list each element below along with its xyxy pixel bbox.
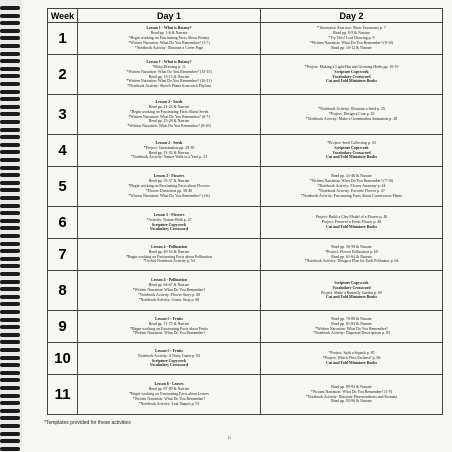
activity-line: Read pp. 41-46 & Narrate (331, 174, 372, 179)
table-row (48, 95, 443, 135)
spiral-coil (0, 333, 20, 337)
spiral-binding (0, 0, 22, 452)
spiral-coil (0, 67, 20, 71)
activity-line: Read pp. 81-83 & Narrate (331, 321, 372, 326)
activity-line: *Notebook Activity: Comic Strip p. 68 (138, 297, 200, 302)
spiral-coil (0, 386, 20, 390)
spiral-coil (0, 310, 20, 314)
activity-line: *Notebook Activity: Flower Story p. 68 (137, 292, 201, 297)
spiral-coil (0, 295, 20, 299)
day-2-cell (261, 271, 443, 311)
header-day-2: Day 2 (261, 9, 443, 23)
activity-line: *Project: Making a Light-Hut and Growing Herbs pp. 16-19 (304, 64, 399, 69)
activity-line: *Moss Drawing p. 11 (152, 64, 186, 69)
spiral-coil (0, 371, 20, 375)
week-number: 7 (48, 239, 78, 271)
spiral-coil (0, 356, 20, 360)
spiral-coil (0, 401, 20, 405)
week-number: 9 (48, 311, 78, 343)
activity-line: Vocabulary Crossword (332, 74, 371, 79)
spiral-coil (0, 188, 20, 192)
schedule-header-row (48, 9, 443, 23)
activity-line: *Notebook Activity: Favorite Flower p. 47 (318, 188, 385, 193)
spiral-coil (0, 120, 20, 124)
spiral-coil (0, 29, 20, 33)
activity-line: Cut and Fold Miniature Books (326, 295, 377, 300)
activity-line: *Written Narration: What Do You Remember? (8-10) (127, 124, 211, 129)
spiral-coil (0, 257, 20, 261)
day-2-cell (261, 207, 443, 239)
activity-line: Vocabulary Crossword (332, 285, 371, 290)
spiral-coil (0, 90, 20, 94)
table-row (48, 23, 443, 55)
activity-line: *Begin working on Fascinating Facts about Fruits (130, 326, 208, 331)
spiral-coil (0, 280, 20, 284)
activity-line: Read pp. 56-59 & Narrate (331, 244, 372, 249)
activity-line: *Begin working on Fascinating Facts about Leaves (129, 392, 209, 397)
spiral-coil (0, 272, 20, 276)
activity-line: Project: Build a Clay Model of a Flower p. 48 (315, 215, 388, 220)
activity-line: Read pp. 64-67 & Narrate (148, 283, 190, 288)
day-1-cell (78, 135, 261, 167)
activity-line: Read pp. 61-64 & Narrate (331, 254, 372, 259)
spiral-coil (0, 226, 20, 230)
activity-line: Vocabulary Crossword (149, 363, 189, 368)
activity-line: *Written Narration: What Do You Remember? (132, 288, 206, 293)
day-1-cell (78, 375, 261, 415)
activity-line: *Begin working on Fascinating Facts About Seeds (129, 109, 209, 114)
activity-line: *Project: Split a Squash p. 85 (328, 351, 375, 356)
spiral-coil (0, 166, 20, 170)
activity-line: Read pp. 71-75 & Narrate (148, 321, 190, 326)
activity-line: Cut and Fold Miniature Books (326, 155, 377, 160)
spiral-coil (0, 424, 20, 428)
day-2-cell (261, 135, 443, 167)
activity-line: *Notebook Activity: Make a Germination Animation p. 28 (305, 116, 398, 121)
activity-line: Read pp. 92-96 & Narrate (331, 399, 372, 404)
spiral-coil (0, 36, 20, 40)
activity-line: Lesson 5 - Fruits (155, 348, 183, 353)
table-row (48, 343, 443, 375)
week-number: 1 (48, 23, 78, 55)
spiral-coil (0, 21, 20, 25)
activity-line: *Notebook Activity: Fascinating Facts About Carnivorous Plants (300, 193, 403, 198)
activity-line: *Written Narration: What Do You Remember? (7-10) (309, 179, 394, 184)
table-row (48, 207, 443, 239)
spiral-coil (0, 59, 20, 63)
spiral-coil (0, 97, 20, 101)
activity-line: Vocabulary Crossword (149, 227, 189, 232)
schedule-table (47, 8, 443, 415)
activity-line: Lesson 1 - What is Botany? (146, 26, 192, 31)
day-2-cell (261, 311, 443, 343)
activity-line: Project: Preserve a Fresh Flower p. 48 (321, 220, 382, 225)
spiral-coil (0, 219, 20, 223)
activity-line: *Notebook Activity: Flower Anatomy p. 44 (317, 184, 386, 189)
spiral-coil (0, 52, 20, 56)
activity-line: *Written Narration: What Do You Remember? (8-10) (309, 40, 394, 45)
activity-line: *Notebook Activity: Sketch Plants from each Phylum (127, 84, 211, 89)
day-2-cell (261, 343, 443, 375)
activity-line: *Project: Design a Coat p. 26 (328, 112, 375, 117)
activity-line: Read pp. 13-15 & Narrate (148, 74, 190, 79)
week-number: 6 (48, 207, 78, 239)
activity-line: Lesson 6 - Leaves (154, 382, 184, 387)
day-2-cell (261, 239, 443, 271)
spiral-coil (0, 264, 20, 268)
table-row (48, 239, 443, 271)
activity-line: Read pp. 1-6 & Narrate (150, 31, 188, 36)
activity-line: Notebook Activity: A Nutty Game p. 83 (137, 353, 201, 358)
table-row (48, 311, 443, 343)
activity-line: *Project: Flower Pollination p. 60 (325, 249, 378, 254)
activity-line: Project: Make a Butterfly Garden p. 69 (321, 290, 382, 295)
spiral-coil (0, 416, 20, 420)
spiral-coil (0, 242, 20, 246)
activity-line: *Written Narration: What Do You Remember? (1-7) (128, 40, 210, 45)
spiral-coil (0, 6, 20, 10)
spiral-coil (0, 158, 20, 162)
day-1-cell (78, 207, 261, 239)
activity-line: Lesson 2 - Seeds (155, 99, 183, 104)
activity-line: *Written Narration: What Do You Remember? (6-7) (128, 114, 210, 119)
week-number: 8 (48, 271, 78, 311)
activity-line: Scripture Copywork (151, 222, 187, 227)
day-1-cell (78, 167, 261, 207)
activity-line: Cut and Fold Miniature Books (326, 79, 377, 84)
activity-line: Read pp. 87-89 & Narrate (148, 387, 190, 392)
activity-line: *Written Narration: What Do You Remember? (132, 331, 206, 336)
spiral-coil (0, 234, 20, 238)
activity-line: Lesson 4 - Pollination (151, 244, 187, 249)
day-1-cell (78, 23, 261, 55)
activity-line: *Begin working on Fascinating Facts about Flowers (128, 184, 210, 189)
activity-line: *Activity: Nature Walk p. 47 (146, 217, 192, 222)
activity-line: *Notebook Activity: Illustrate a Seed p. 25 (318, 107, 385, 112)
week-number: 11 (48, 375, 78, 415)
activity-line: *Written Narration: What Do You Remember? (132, 396, 206, 401)
activity-line: *Written Narration: What Do You Remember? (16-21) (126, 79, 212, 84)
table-row (48, 135, 443, 167)
spiral-coil (0, 44, 20, 48)
activity-line: *Try This! Leaf Drawing p. 9 (328, 36, 375, 41)
activity-line: Vocabulary Crossword (332, 150, 371, 155)
day-1-cell (78, 311, 261, 343)
activity-line: *Written Narration: What Do You Remember? (315, 326, 388, 331)
spiral-coil (0, 173, 20, 177)
activity-line: Read pp. 8-9 & Narrate (333, 31, 370, 36)
spiral-coil (0, 432, 20, 436)
activity-line: Lesson 1 - What is Botany? (146, 59, 192, 64)
activity-line: *Begin working on Fascinating Facts about Pollination (126, 254, 212, 259)
activity-line: Lesson 3 - Flowers (153, 212, 185, 217)
activity-line: *Taxonomic Exercise: Show Taxonomy p. 7 (317, 26, 386, 31)
spiral-coil (0, 112, 20, 116)
activity-line: Read pp. 10-12 & Narrate (331, 45, 372, 50)
spiral-coil (0, 447, 20, 451)
activity-line: *Written Narration: What Do You Remember? (1-6) (128, 193, 210, 198)
spiral-coil (0, 363, 20, 367)
activity-line: *Project: Seed Collecting p. 33 (327, 140, 376, 145)
spiral-coil (0, 302, 20, 306)
spiral-coil (0, 439, 20, 443)
spiral-coil (0, 348, 20, 352)
day-1-cell (78, 271, 261, 311)
activity-line: Read pp. 25-28 & Narrate (148, 119, 190, 124)
day-2-cell (261, 167, 443, 207)
table-row (48, 375, 443, 415)
page-number: ii (228, 436, 231, 441)
activity-line: Lesson 2 - Seeds (155, 140, 183, 145)
day-2-cell (261, 375, 443, 415)
day-1-cell (78, 343, 261, 375)
activity-line: *Notebook Activity: Design a Plan for Each Pollinator p. 64 (304, 259, 399, 264)
spiral-coil (0, 105, 20, 109)
table-row (48, 167, 443, 207)
activity-line: Cut and Fold Miniature Books (326, 224, 377, 229)
spiral-coil (0, 82, 20, 86)
activity-line: Read pp. 89-92 & Narrate (331, 384, 372, 389)
activity-line: *Notebook Activity: Dispersal Descriptions p. 83 (313, 331, 390, 336)
week-number: 4 (48, 135, 78, 167)
table-row (48, 55, 443, 95)
activity-line: *Flower Dissection pp. 38-40 (145, 188, 193, 193)
activity-line: Scripture Copywork (334, 280, 369, 285)
day-2-cell (261, 95, 443, 135)
spiral-coil (0, 74, 20, 78)
day-1-cell (78, 95, 261, 135)
activity-line: *Begin working on Fascinating Facts About Botany (128, 36, 210, 41)
spiral-coil (0, 318, 20, 322)
spiral-coil (0, 325, 20, 329)
activity-line: *Notebook Activity: Nature Walk in a Yard p. 33 (130, 155, 208, 160)
day-1-cell (78, 239, 261, 271)
spiral-coil (0, 409, 20, 413)
activity-line: *Notebook Activity: Illustrate a Cover Page (134, 45, 204, 50)
activity-line: Read pp. 76-80 & Narrate (331, 316, 372, 321)
activity-line: Lesson 5 - Fruits (155, 316, 183, 321)
activity-line: Read pp. 49-54 & Narrate (148, 249, 190, 254)
activity-line: Read pp. 21-24 & Narrate (148, 104, 190, 109)
activity-line: Scripture Copywork (334, 145, 369, 150)
activity-line: *Notebook Activity: Leaf Shapes p. 91 (138, 401, 200, 406)
activity-line: Read pp. 35-37 & Narrate (148, 179, 190, 184)
spiral-coil (0, 211, 20, 215)
day-2-cell (261, 23, 443, 55)
activity-line: *Written Narration: What Do You Remember? (13-15) (126, 69, 212, 74)
activity-line: *Project: Germination pp. 29-30 (143, 145, 195, 150)
spiral-coil (0, 196, 20, 200)
spiral-coil (0, 204, 20, 208)
week-number: 2 (48, 55, 78, 95)
spiral-coil (0, 181, 20, 185)
spiral-coil (0, 150, 20, 154)
activity-line: Lesson 3 - Flowers (153, 174, 185, 179)
activity-line: *Written Narration: What Do You Remember? (1-5) (310, 389, 393, 394)
activity-line: Lesson 4 - Pollination (151, 278, 187, 283)
activity-line: Read pp. 31-32 & Narrate (148, 150, 190, 155)
spiral-coil (0, 394, 20, 398)
spiral-coil (0, 128, 20, 132)
spiral-coil (0, 287, 20, 291)
footnote: *Templates provided for these activities (44, 420, 131, 426)
activity-line: *Project: Which Flies Farthest? p. 86 (322, 356, 381, 361)
week-number: 10 (48, 343, 78, 375)
day-2-cell (261, 55, 443, 95)
spiral-coil (0, 378, 20, 382)
spiral-coil (0, 143, 20, 147)
activity-line: Scripture Copywork (151, 358, 187, 363)
activity-line: *Orchid Notebook Activity p. 54 (143, 259, 195, 264)
activity-line: Cut and Fold Miniature Books (326, 360, 377, 365)
activity-line: Scripture Copywork (334, 69, 369, 74)
spiral-coil (0, 340, 20, 344)
header-day-1: Day 1 (78, 9, 261, 23)
table-row (48, 271, 443, 311)
header-week: Week (48, 9, 78, 23)
week-number: 5 (48, 167, 78, 207)
week-number: 3 (48, 95, 78, 135)
day-1-cell (78, 55, 261, 95)
activity-line: *Notebook Activity: Illustrate Photosynthesis and Stomata (305, 394, 398, 399)
spiral-coil (0, 249, 20, 253)
spiral-coil (0, 14, 20, 18)
spiral-coil (0, 135, 20, 139)
